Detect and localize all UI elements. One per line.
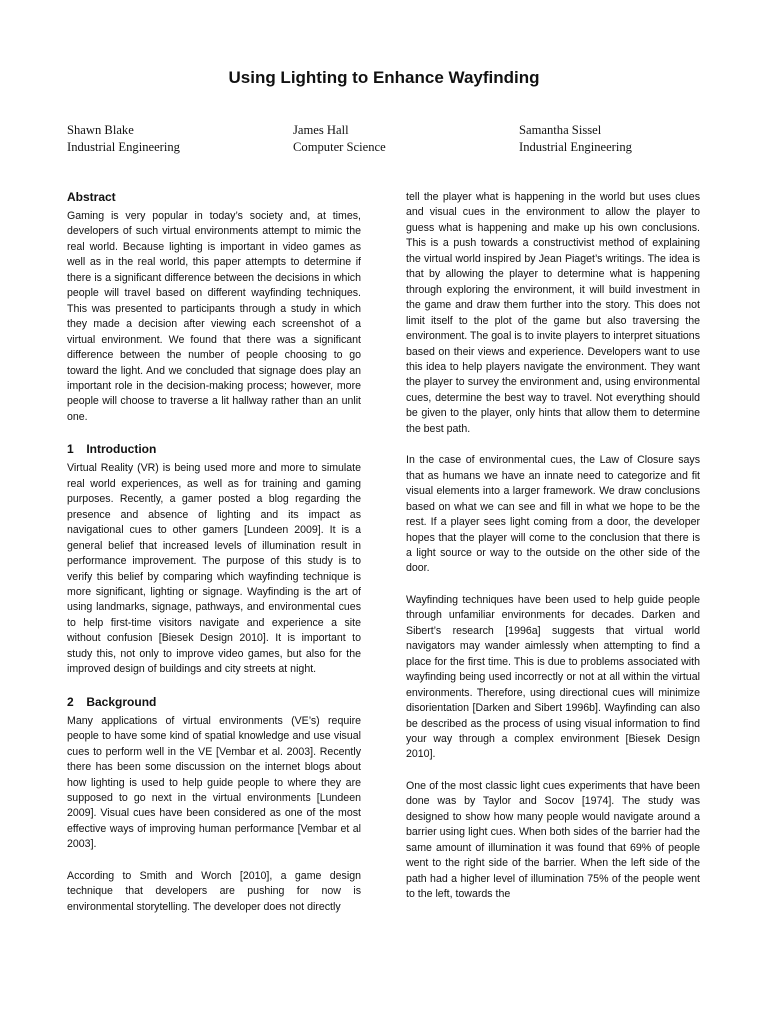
author-affiliation: Computer Science bbox=[293, 140, 386, 154]
background-paragraph-2: According to Smith and Worch [2010], a game design technique that developers are pushing for now is environmental storytelling. The developer does not directly bbox=[67, 869, 361, 913]
abstract-heading: Abstract bbox=[67, 190, 116, 204]
background-paragraph-1: Many applications of virtual environments (VE’s) require people to have some kind of spatial knowledge and use visual cues to perform well in the VE [Vembar et al. 2003]. Recently there has been some discussion on the internet blogs about how lighting is used to help guide people to where they are supposed to go next in the virtual environments [Lundeen 2009]. Visual cues have been considered as one of the most effective ways of improving human performance [Vembar et al 2003]. bbox=[67, 714, 361, 851]
right-paragraph-3: Wayfinding techniques have been used to help guide people through unfamiliar environments for decades. Darken and Sibert’s research [1996a] suggests that virtual world navigators may wander aimlessly when attempting to find a place for the first time. This is due to problems associated with wayfinding being used incorrectly or not at all within the virtual environments. Therefore, using directional cues will minimize disorientation [Darken and Sibert 1996b]. Wayfinding can also be described as the process of using visual information to find your way through a complex environment [Biesek Design 2010]. bbox=[406, 593, 700, 761]
section-number: 2 bbox=[67, 694, 74, 709]
right-paragraph-2: In the case of environmental cues, the Law of Closure says that as humans we have an innate need to categorize and fit visual elements into a larger framework. We draw conclusions based on what we can see and fill in what we hope to be the rest. If a player sees light coming from a door, the developer hopes that the player will come to the conclusion that there is a light source or way to the outside on the other side of the door. bbox=[406, 454, 700, 575]
section-title: Introduction bbox=[86, 442, 157, 457]
author-name: Samantha Sissel bbox=[519, 123, 602, 137]
section-number: 1 bbox=[67, 442, 74, 457]
section-heading-background bbox=[67, 695, 361, 710]
author-block-3 bbox=[519, 122, 759, 156]
right-paragraph-4: One of the most classic light cues experiments that have been done was by Taylor and Socov [1974]. The study was designed to show how many people would navigate around a barrier using light cues. When both sides of the barrier had the same amount of illumination it was found that 69% of people went to the right side of the barrier. When the left side of the path had a higher level of illumination 75% of the people went to the left, towards the bbox=[406, 779, 700, 901]
section-heading-introduction bbox=[67, 442, 361, 457]
author-affiliation: Industrial Engineering bbox=[519, 140, 632, 154]
left-column bbox=[67, 190, 361, 915]
abstract-text: Gaming is very popular in today’s society and, at times, developers of such virtual environments attempt to mimic the real world. Because lighting is important in video games as well as in the real world, this paper attempts to determine if there is a significant difference between the decisions in which people will travel based on different wayfinding techniques. This was presented to participants through a study in which they made a decision after viewing each screenshot of a virtual environment. We found that there was a significant difference between the number of people choosing to go toward the light. And we concluded that signage does play an important role in the decision-making process; however, more people will choose to traverse a lit hallway rather than an unlit one. bbox=[67, 210, 361, 423]
right-paragraph-1: tell the player what is happening in the world but uses clues and visual cues in the environment to allow the player to guess what is happening and make up his own conclusions. This is a push towards a constructivist method of explaining the virtual world inspired by Jean Piaget’s writings. The idea is that by allowing the player to determine what is happening through exploring the environment, it will build investment in the game and draw them further into the story. This does not limit itself to the plot of the game but also traversing the environment. The goal is to invite players to interpret situations based on their views and experience. Developers want to use this idea to help players navigate the environment. They want the player to survey the environment and, using environmental cues, determine the best way to travel. Not everything should be given to the player, only hints that allow them to determine the best path. bbox=[406, 191, 700, 435]
author-block-2 bbox=[293, 122, 533, 156]
author-name: Shawn Blake bbox=[67, 123, 134, 137]
author-name: James Hall bbox=[293, 123, 349, 137]
introduction-paragraph: Virtual Reality (VR) is being used more and more to simulate real world experiences, as well as for training and gaming purposes. Recently, a gamer posted a blog regarding the presence and absence of lighting and its impact as navigational cues to other gamers [Lundeen 2009]. It is a general belief that increased levels of illumination result in performance improvement. The purpose of this study is to verify this belief by comparing which wayfinding technique is more significant, lighting or signage. Wayfinding is the art of using landmarks, signage, pathways, and environmental cues to help first-time visitors navigate and experience a site without confusion [Biesek Design 2010]. It is important to study this, not only to improve video games, but also for the improved design of buildings and city streets at night. bbox=[67, 462, 361, 676]
author-affiliation: Industrial Engineering bbox=[67, 140, 180, 154]
right-column bbox=[406, 190, 700, 902]
author-block-1 bbox=[67, 122, 307, 156]
section-title: Background bbox=[86, 694, 157, 709]
paper-title: Using Lighting to Enhance Wayfinding bbox=[228, 68, 540, 87]
